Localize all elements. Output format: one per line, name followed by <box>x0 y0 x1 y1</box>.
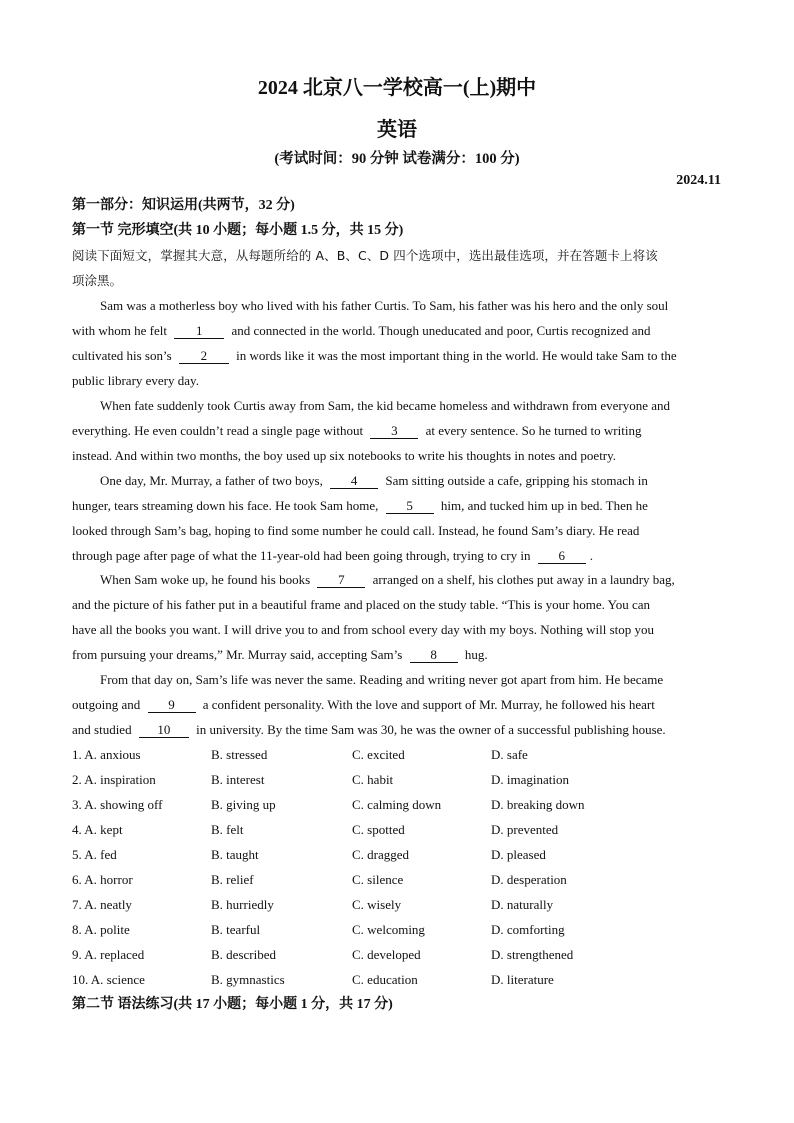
option-c: C. excited <box>352 747 405 762</box>
passage-text: and connected in the world. Though uneducated and poor, Curtis recognized and <box>231 323 651 338</box>
passage-line <box>72 422 724 440</box>
option-b: B. tearful <box>211 922 261 937</box>
option-c: C. dragged <box>352 847 410 862</box>
option-d: D. imagination <box>491 772 569 787</box>
passage-line <box>100 571 714 589</box>
passage-line <box>72 646 724 664</box>
blank-6: 6 <box>538 549 586 564</box>
option-c: C. wisely <box>352 897 402 912</box>
subject-title: 英语 <box>377 119 417 141</box>
blank-4: 4 <box>330 474 378 489</box>
passage-text: him, and tucked him up in bed. Then he <box>440 498 648 513</box>
passage-text: hunger, tears streaming down his face. He took Sam home, <box>72 498 379 513</box>
exam-date: 2024.11 <box>676 173 721 188</box>
option-c: C. developed <box>352 947 421 962</box>
option-row <box>72 846 724 864</box>
option-b: B. gymnastics <box>211 972 285 987</box>
option-row <box>72 946 724 964</box>
option-a: 2. A. inspiration <box>72 772 156 787</box>
exam-info: (考试时间：90 分钟 试卷满分：100 分) <box>274 151 520 167</box>
passage-line: Sam was a motherless boy who lived with his father Curtis. To Sam, his father was his hero and the only soul <box>100 298 669 313</box>
passage-line <box>72 721 724 739</box>
passage-line: have all the books you want. I will drive you to and from school every day with my boys. Nothing will stop you <box>72 622 655 637</box>
option-b: B. interest <box>211 772 265 787</box>
option-b: B. giving up <box>211 797 276 812</box>
section1-heading: 第一节 完形填空(共 10 小题；每小题 1.5 分，共 15 分) <box>72 223 404 238</box>
option-c: C. silence <box>352 872 404 887</box>
passage-line <box>72 322 724 340</box>
option-a: 4. A. kept <box>72 822 123 837</box>
passage-line: instead. And within two months, the boy used up six notebooks to write his thoughts in notes and poetry. <box>72 448 617 463</box>
passage-text: arranged on a shelf, his clothes put away in a laundry bag, <box>372 572 675 587</box>
option-a: 1. A. anxious <box>72 747 141 762</box>
option-d: D. pleased <box>491 847 546 862</box>
passage-line <box>72 497 724 515</box>
passage-text: and studied <box>72 722 132 737</box>
option-row <box>72 896 724 914</box>
option-row <box>72 821 724 839</box>
passage-text: One day, Mr. Murray, a father of two boys, <box>100 473 323 488</box>
option-a: 8. A. polite <box>72 922 130 937</box>
passage-line <box>72 696 724 714</box>
option-a: 6. A. horror <box>72 872 133 887</box>
option-row <box>72 971 724 989</box>
option-a: 3. A. showing off <box>72 797 163 812</box>
option-b: B. hurriedly <box>211 897 274 912</box>
option-row <box>72 771 724 789</box>
blank-7: 7 <box>317 573 365 588</box>
option-c: C. welcoming <box>352 922 425 937</box>
option-row <box>72 871 724 889</box>
option-row <box>72 746 724 764</box>
blank-9: 9 <box>148 698 196 713</box>
option-row <box>72 796 724 814</box>
option-d: D. prevented <box>491 822 559 837</box>
part1-heading: 第一部分：知识运用(共两节，32 分) <box>72 198 295 213</box>
option-b: B. taught <box>211 847 259 862</box>
passage-text: . <box>589 548 593 563</box>
passage-text: in university. By the time Sam was 30, he was the owner of a successful publishing house. <box>196 722 666 737</box>
passage-text: through page after page of what the 11-year-old had been going through, trying to cry in <box>72 548 531 563</box>
option-a: 9. A. replaced <box>72 947 145 962</box>
passage-text: from pursuing your dreams,” Mr. Murray said, accepting Sam’s <box>72 647 403 662</box>
option-d: D. desperation <box>491 872 567 887</box>
passage-line <box>72 547 724 565</box>
option-d: D. literature <box>491 972 554 987</box>
option-d: D. breaking down <box>491 797 585 812</box>
section2-heading: 第二节 语法练习(共 17 小题；每小题 1 分，共 17 分) <box>72 997 393 1012</box>
option-b: B. felt <box>211 822 244 837</box>
option-d: D. strengthened <box>491 947 574 962</box>
blank-10: 10 <box>139 723 189 738</box>
option-row <box>72 921 724 939</box>
blank-2: 2 <box>179 349 229 364</box>
option-d: D. naturally <box>491 897 554 912</box>
blank-1: 1 <box>174 324 224 339</box>
option-b: B. relief <box>211 872 254 887</box>
passage-line <box>72 347 724 365</box>
option-c: C. spotted <box>352 822 405 837</box>
passage-line: From that day on, Sam’s life was never the same. Reading and writing never got apart from him. He became <box>100 672 664 687</box>
option-a: 7. A. neatly <box>72 897 132 912</box>
instruction-line-2: 项涂黑。 <box>72 273 123 288</box>
option-c: C. education <box>352 972 418 987</box>
passage-line: When fate suddenly took Curtis away from Sam, the kid became homeless and withdrawn from everyone and <box>100 398 671 413</box>
passage-text: cultivated his son’s <box>72 348 172 363</box>
blank-5: 5 <box>386 499 434 514</box>
option-b: B. stressed <box>211 747 268 762</box>
passage-text: a confident personality. With the love and support of Mr. Murray, he followed his heart <box>202 697 655 712</box>
passage-text: everything. He even couldn’t read a single page without <box>72 423 364 438</box>
option-c: C. calming down <box>352 797 442 812</box>
blank-3: 3 <box>370 424 418 439</box>
passage-text: Sam sitting outside a cafe, gripping his stomach in <box>385 473 648 488</box>
passage-text: outgoing and <box>72 697 141 712</box>
passage-text: with whom he felt <box>72 323 167 338</box>
option-d: D. safe <box>491 747 528 762</box>
option-c: C. habit <box>352 772 394 787</box>
exam-title: 2024 北京八一学校高一(上)期中 <box>257 77 537 99</box>
blank-8: 8 <box>410 648 458 663</box>
passage-text: hug. <box>464 647 488 662</box>
passage-line: public library every day. <box>72 373 199 388</box>
instruction-line-1: 阅读下面短文，掌握其大意，从每题所给的 A、B、C、D 四个选项中，选出最佳选项，并在答题卡上将该 <box>72 248 658 263</box>
option-b: B. described <box>211 947 276 962</box>
option-a: 10. A. science <box>72 972 145 987</box>
passage-text: at every sentence. So he turned to writing <box>425 423 642 438</box>
option-a: 5. A. fed <box>72 847 117 862</box>
passage-line: looked through Sam’s bag, hoping to find some number he could call. Instead, he found Sam’s diary. He read <box>72 523 640 538</box>
passage-line <box>100 472 714 490</box>
passage-text: in words like it was the most important thing in the world. He would take Sam to the <box>236 348 677 363</box>
option-d: D. comforting <box>491 922 565 937</box>
passage-line: and the picture of his father put in a beautiful frame and placed on the study table. “This is your home. You can <box>72 597 650 612</box>
passage-text: When Sam woke up, he found his books <box>100 572 311 587</box>
